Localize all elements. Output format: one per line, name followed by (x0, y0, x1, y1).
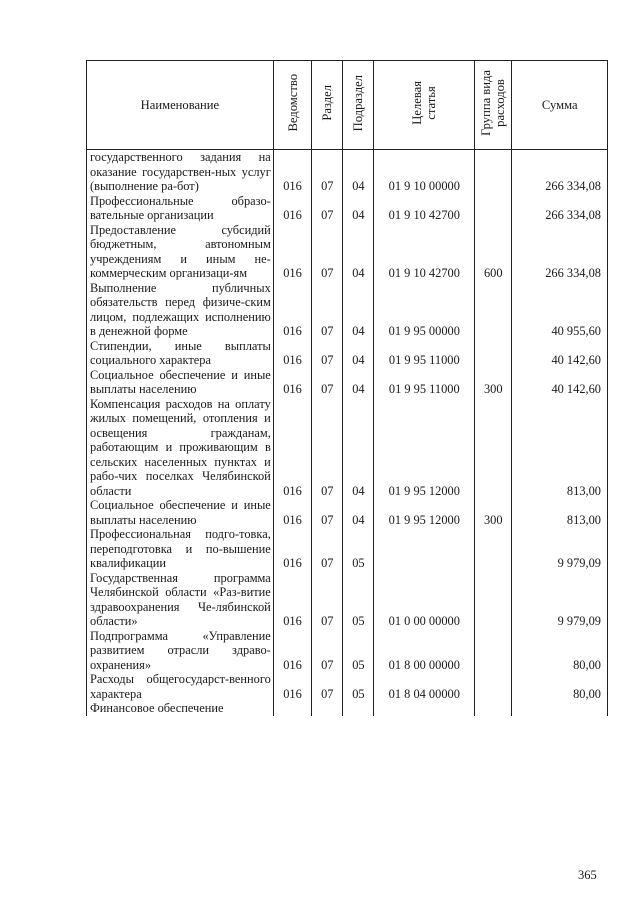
row-subsection: 04 (343, 223, 374, 281)
row-section: 07 (312, 223, 343, 281)
table-row (87, 701, 608, 716)
row-amount: 813,00 (512, 498, 608, 527)
table-row (87, 281, 608, 339)
row-amount: 40 955,60 (512, 281, 608, 339)
row-subsection: 04 (343, 194, 374, 223)
header-expense-group: Группа вида расходов (475, 61, 512, 150)
row-expense-group (475, 397, 512, 499)
row-subsection: 04 (343, 281, 374, 339)
header-target-item: Целевая статья (374, 61, 475, 150)
table-body (87, 150, 608, 716)
row-name: Социальное обеспечение и иные выплаты населению (87, 498, 274, 527)
row-name: государственного задания на оказание государствен-ных услуг (выполнение ра-бот) (87, 150, 274, 194)
row-name: Расходы общегосударст-венного характера (87, 672, 274, 701)
row-target-item: 01 9 10 00000 (374, 150, 475, 194)
row-department: 016 (273, 339, 311, 368)
page-number: 365 (578, 868, 597, 882)
row-amount: 40 142,60 (512, 339, 608, 368)
row-section: 07 (312, 498, 343, 527)
row-name: Стипендии, иные выплаты социального характера (87, 339, 274, 368)
row-department: 016 (273, 150, 311, 194)
row-expense-group (475, 150, 512, 194)
row-target-item: 01 9 95 11000 (374, 339, 475, 368)
row-target-item: 01 9 10 42700 (374, 223, 475, 281)
table-row (87, 368, 608, 397)
row-expense-group (475, 571, 512, 629)
row-target-item: 01 9 10 42700 (374, 194, 475, 223)
row-expense-group (475, 281, 512, 339)
table-row (87, 571, 608, 629)
table-row (87, 672, 608, 701)
row-name: Предоставление субсидий бюджетным, автономным учреждениям и иным не-коммерческим организаци-ям (87, 223, 274, 281)
row-amount: 266 334,08 (512, 150, 608, 194)
row-target-item: 01 8 04 00000 (374, 672, 475, 701)
row-expense-group (475, 629, 512, 673)
row-subsection: 04 (343, 339, 374, 368)
row-department: 016 (273, 368, 311, 397)
table-row (87, 223, 608, 281)
table-row (87, 527, 608, 571)
row-subsection: 05 (343, 571, 374, 629)
row-amount (512, 701, 608, 716)
row-name: Государственная программа Челябинской области «Раз-витие здравоохранения Че-лябинской области» (87, 571, 274, 629)
row-section: 07 (312, 150, 343, 194)
row-amount: 9 979,09 (512, 527, 608, 571)
row-expense-group: 300 (475, 368, 512, 397)
row-amount: 80,00 (512, 672, 608, 701)
row-subsection: 04 (343, 498, 374, 527)
header-department: Ведомство (273, 61, 311, 150)
row-name: Подпрограмма «Управление развитием отрасли здраво-охранения» (87, 629, 274, 673)
row-amount: 9 979,09 (512, 571, 608, 629)
row-section (312, 701, 343, 716)
row-section: 07 (312, 571, 343, 629)
row-subsection: 04 (343, 397, 374, 499)
row-target-item: 01 0 00 00000 (374, 571, 475, 629)
row-expense-group (475, 672, 512, 701)
row-department: 016 (273, 629, 311, 673)
header-amount: Сумма (512, 61, 608, 150)
row-amount: 266 334,08 (512, 194, 608, 223)
row-name: Профессиональные образо-вательные организации (87, 194, 274, 223)
row-expense-group: 600 (475, 223, 512, 281)
row-section: 07 (312, 629, 343, 673)
table-row (87, 194, 608, 223)
row-expense-group (475, 527, 512, 571)
table-header-row (87, 61, 608, 150)
row-target-item: 01 9 95 12000 (374, 397, 475, 499)
row-target-item: 01 9 95 11000 (374, 368, 475, 397)
row-section: 07 (312, 194, 343, 223)
row-department: 016 (273, 672, 311, 701)
row-department (273, 701, 311, 716)
row-subsection: 05 (343, 672, 374, 701)
row-target-item (374, 527, 475, 571)
row-name: Профессиональная подго-товка, переподготовка и по-вышение квалификации (87, 527, 274, 571)
table-row (87, 150, 608, 194)
row-subsection: 05 (343, 527, 374, 571)
row-department: 016 (273, 223, 311, 281)
row-section: 07 (312, 281, 343, 339)
row-target-item (374, 701, 475, 716)
row-expense-group: 300 (475, 498, 512, 527)
row-amount: 80,00 (512, 629, 608, 673)
row-name: Финансовое обеспечение (87, 701, 274, 716)
row-amount: 266 334,08 (512, 223, 608, 281)
header-subsection: Подраздел (343, 61, 374, 150)
row-section: 07 (312, 397, 343, 499)
row-section: 07 (312, 339, 343, 368)
row-subsection: 05 (343, 629, 374, 673)
row-name: Выполнение публичных обязательств перед физиче-ским лицом, подлежащих исполнению в денежной форме (87, 281, 274, 339)
row-target-item: 01 9 95 00000 (374, 281, 475, 339)
row-subsection: 04 (343, 150, 374, 194)
row-subsection (343, 701, 374, 716)
row-section: 07 (312, 368, 343, 397)
budget-table (86, 60, 608, 716)
row-name: Компенсация расходов на оплату жилых помещений, отопления и освещения гражданам, работающим и проживающим в сельских населенных пунктах и рабо-чих поселках Челябинской области (87, 397, 274, 499)
row-subsection: 04 (343, 368, 374, 397)
row-target-item: 01 9 95 12000 (374, 498, 475, 527)
row-amount: 40 142,60 (512, 368, 608, 397)
row-section: 07 (312, 672, 343, 701)
row-expense-group (475, 701, 512, 716)
header-name: Наименование (87, 61, 274, 150)
row-department: 016 (273, 527, 311, 571)
row-department: 016 (273, 571, 311, 629)
table-row (87, 397, 608, 499)
row-department: 016 (273, 194, 311, 223)
row-section: 07 (312, 527, 343, 571)
row-expense-group (475, 339, 512, 368)
row-expense-group (475, 194, 512, 223)
table-row (87, 498, 608, 527)
row-name: Социальное обеспечение и иные выплаты населению (87, 368, 274, 397)
table-row (87, 339, 608, 368)
row-department: 016 (273, 498, 311, 527)
header-section: Раздел (312, 61, 343, 150)
row-amount: 813,00 (512, 397, 608, 499)
row-department: 016 (273, 281, 311, 339)
row-department: 016 (273, 397, 311, 499)
row-target-item: 01 8 00 00000 (374, 629, 475, 673)
table-row (87, 629, 608, 673)
